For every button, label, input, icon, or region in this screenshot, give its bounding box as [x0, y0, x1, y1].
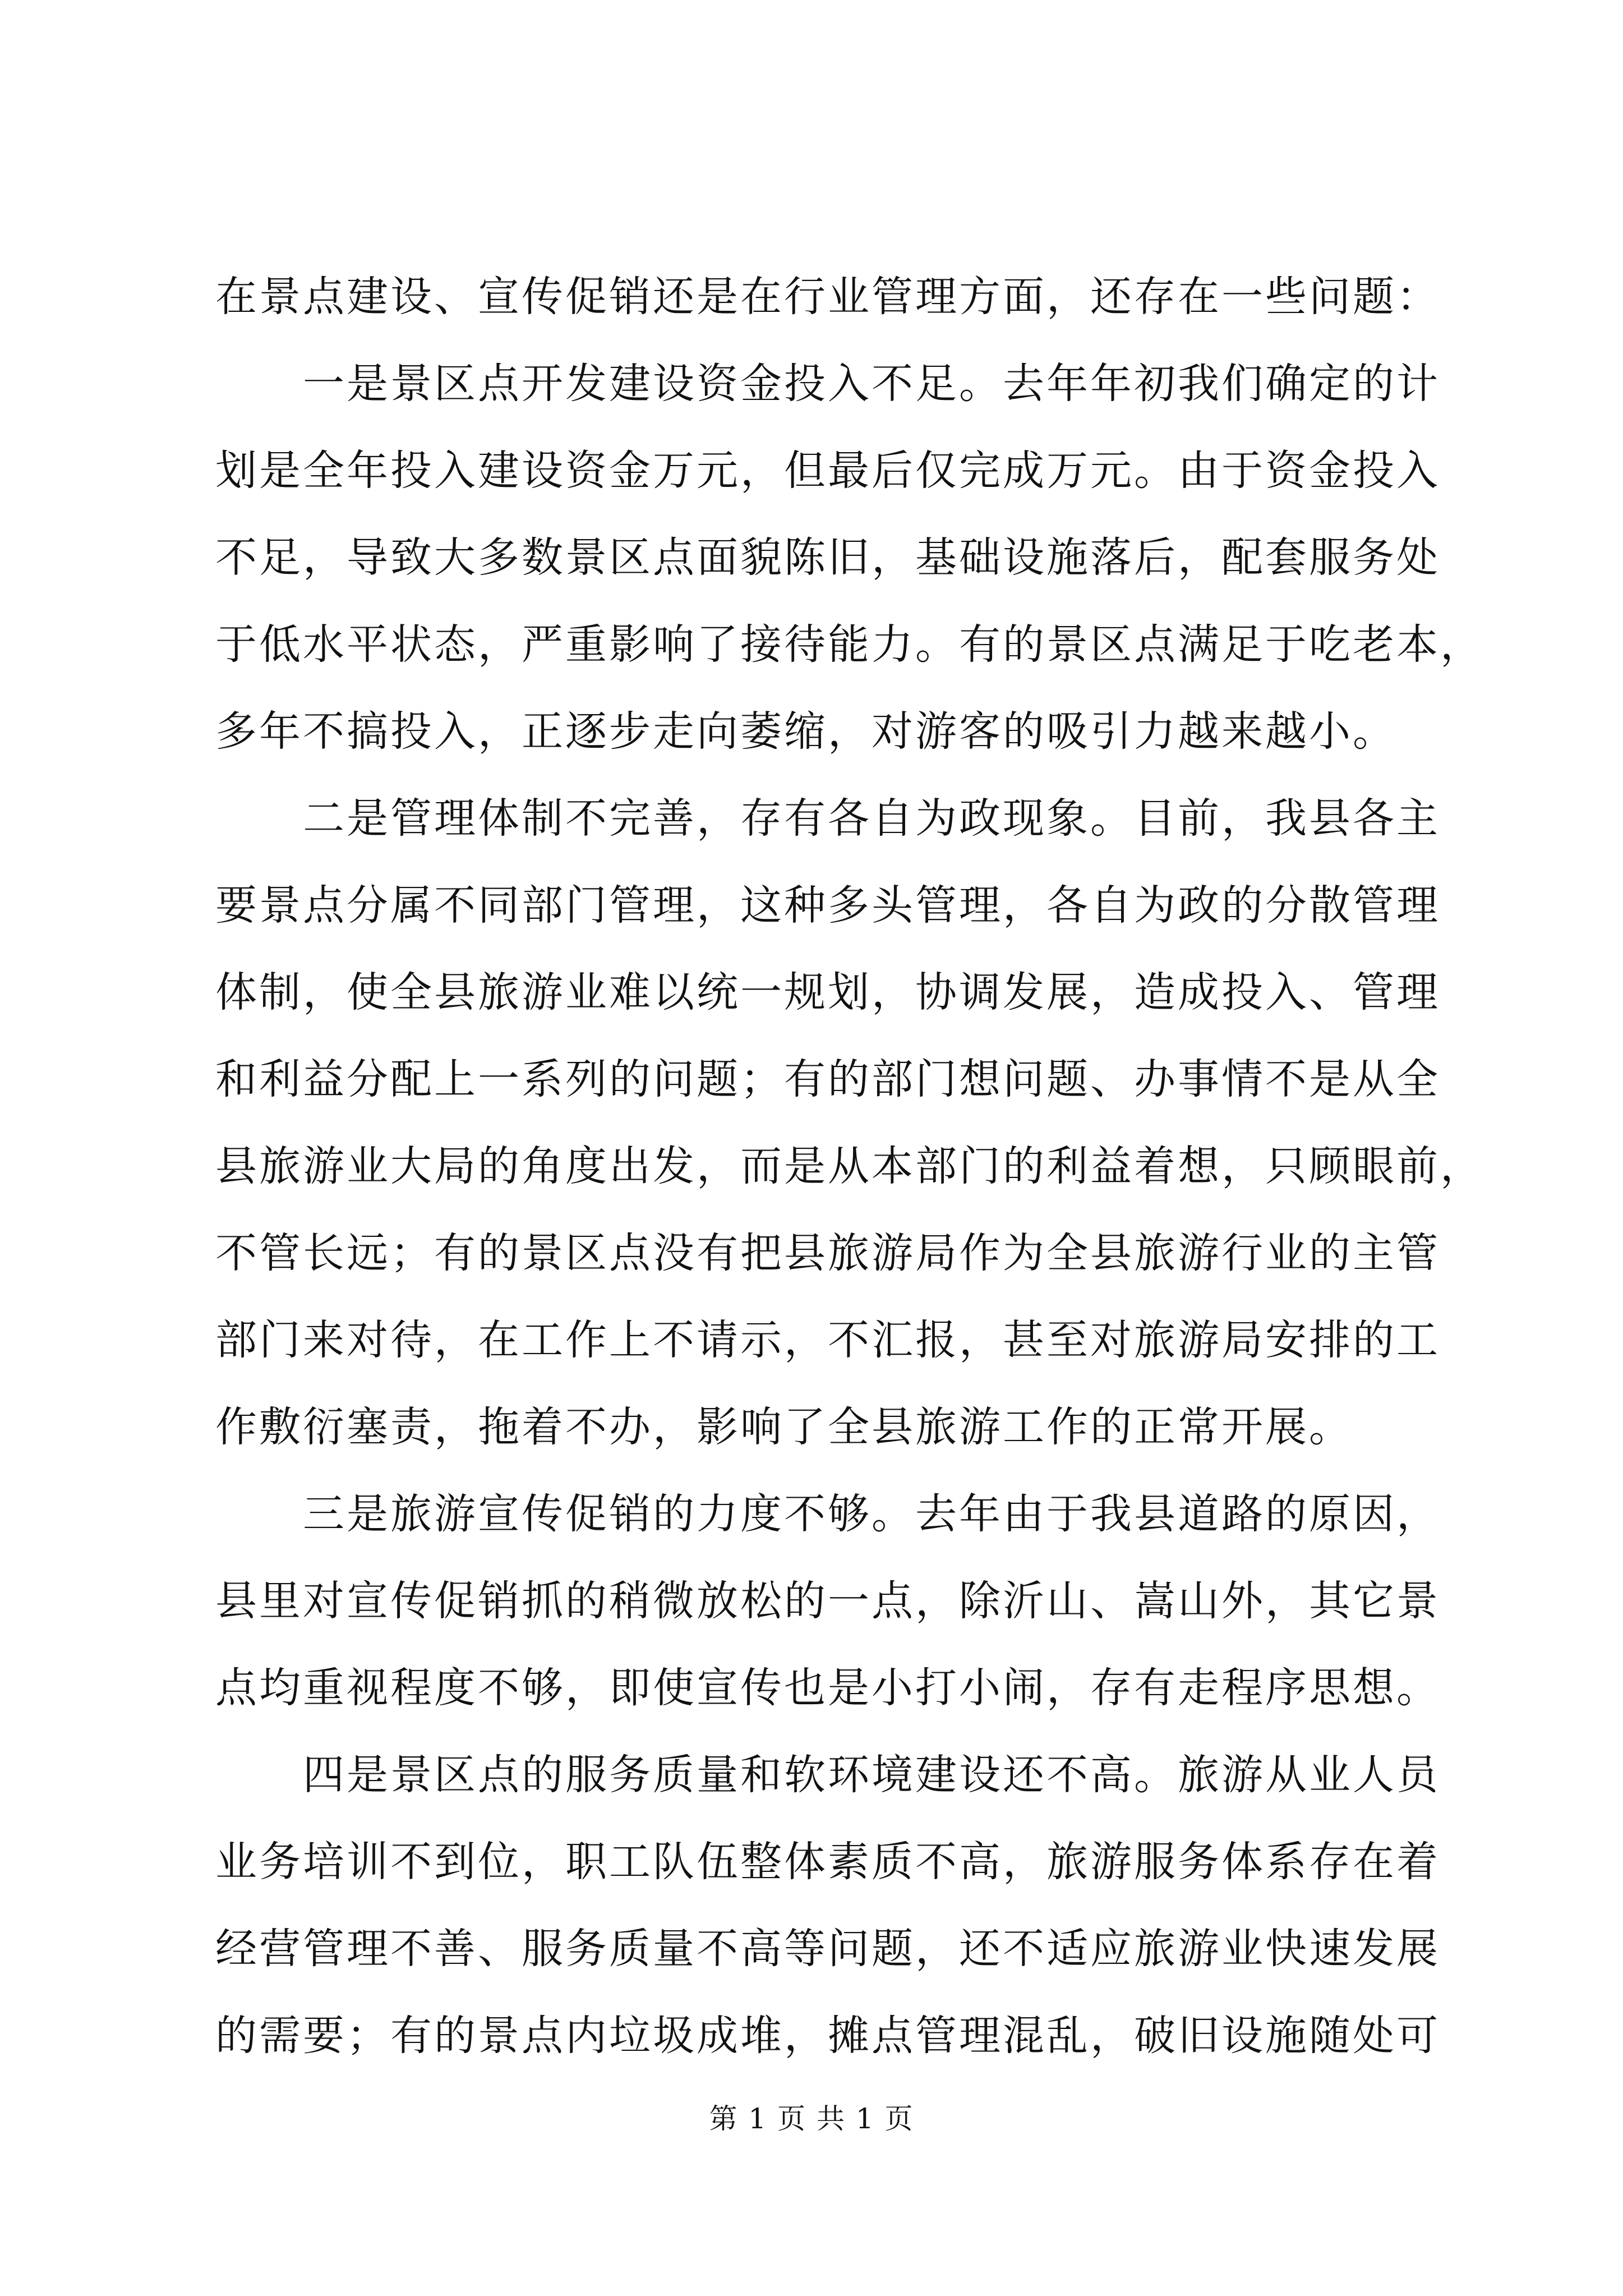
text-line: 划是全年投入建设资金万元，但最后仅完成万元。由于资金投入	[215, 447, 1440, 495]
text-line: 要景点分属不同部门管理，这种多头管理，各自为政的分散管理	[215, 881, 1440, 930]
text-line: 县里对宣传促销抓的稍微放松的一点，除沂山、嵩山外，其它景	[215, 1577, 1440, 1625]
text-line: 体制，使全县旅游业难以统一规划，协调发展，造成投入、管理	[215, 968, 1440, 1016]
text-line: 经营管理不善、服务质量不高等问题，还不适应旅游业快速发展	[215, 1925, 1440, 1973]
paragraph-first-line: 二是管理体制不完善，存有各自为政现象。目前，我县各主	[303, 794, 1440, 843]
text-line: 不足，导致大多数景区点面貌陈旧，基础设施落后，配套服务处	[215, 533, 1440, 582]
text-line: 部门来对待，在工作上不请示，不汇报，甚至对旅游局安排的工	[215, 1316, 1440, 1364]
page-number-footer: 第 1 页 共 1 页	[709, 2102, 914, 2135]
text-line: 不管长远；有的景区点没有把县旅游局作为全县旅游行业的主管	[215, 1229, 1440, 1277]
text-line: 在景点建设、宣传促销还是在行业管理方面，还存在一些问题：	[215, 273, 1440, 321]
paragraph-first-line: 三是旅游宣传促销的力度不够。去年由于我县道路的原因，	[303, 1490, 1440, 1538]
text-line: 点均重视程度不够，即使宣传也是小打小闹，存有走程序思想。	[215, 1664, 1440, 1712]
text-line: 和利益分配上一系列的问题；有的部门想问题、办事情不是从全	[215, 1055, 1440, 1103]
text-line: 多年不搞投入，正逐步走向萎缩，对游客的吸引力越来越小。	[215, 707, 1396, 756]
text-line: 作敷衍塞责，拖着不办，影响了全县旅游工作的正常开展。	[215, 1403, 1353, 1451]
text-line: 于低水平状态，严重影响了接待能力。有的景区点满足于吃老本，	[215, 620, 1484, 669]
document-body	[215, 254, 1484, 2079]
paragraph-first-line: 一是景区点开发建设资金投入不足。去年年初我们确定的计	[303, 360, 1440, 408]
paragraph-first-line: 四是景区点的服务质量和软环境建设还不高。旅游从业人员	[303, 1751, 1440, 1799]
text-line: 县旅游业大局的角度出发，而是从本部门的利益着想，只顾眼前，	[215, 1142, 1484, 1190]
text-line: 的需要；有的景点内垃圾成堆，摊点管理混乱，破旧设施随处可	[215, 2012, 1440, 2060]
text-line: 业务培训不到位，职工队伍整体素质不高，旅游服务体系存在着	[215, 1838, 1440, 1886]
